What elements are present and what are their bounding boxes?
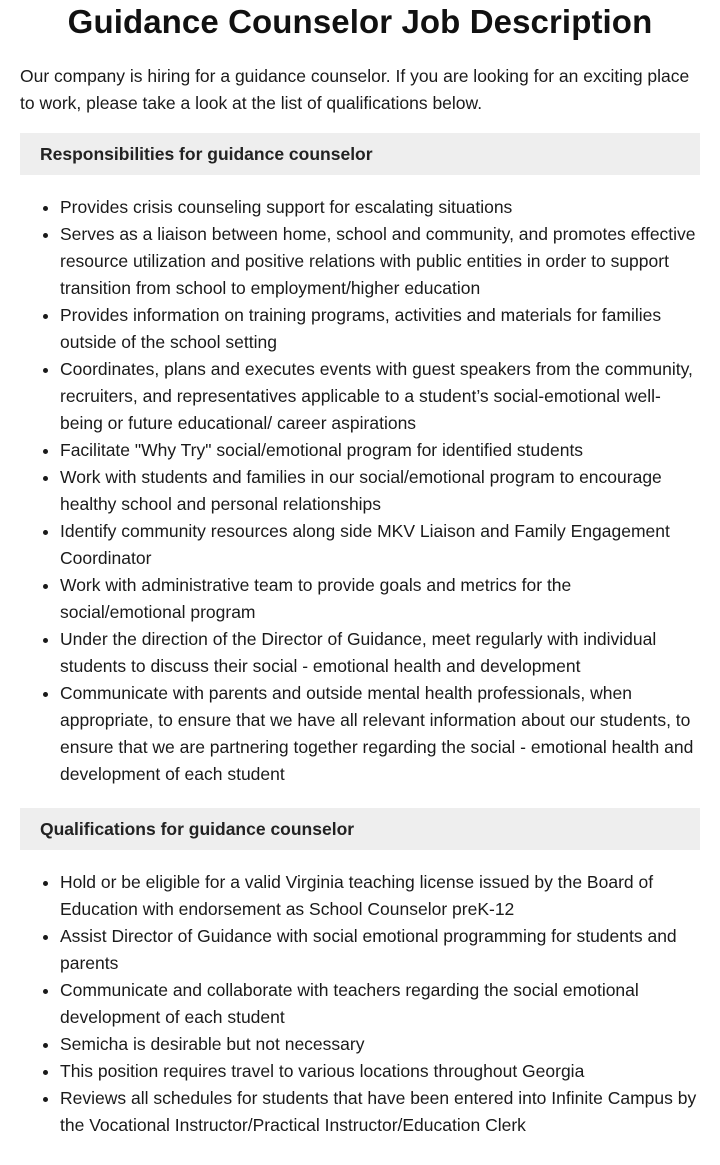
list-item: • Assist Director of Guidance with social emotional programming for students and parents xyxy=(60,923,700,977)
responsibilities-heading: Responsibilities for guidance counselor xyxy=(20,133,700,175)
page-title: Guidance Counselor Job Description xyxy=(67,3,653,40)
list-item: • This position requires travel to various locations throughout Georgia xyxy=(60,1058,700,1085)
list-item: • Provides crisis counseling support for escalating situations xyxy=(60,194,700,221)
list-item: • Semicha is desirable but not necessary xyxy=(60,1031,700,1058)
list-item: • Under the direction of the Director of Guidance, meet regularly with individual students to discuss their social - emotional health and development xyxy=(60,626,700,680)
list-item: • Identify community resources along side MKV Liaison and Family Engagement Coordinator xyxy=(60,518,700,572)
list-item: • Coordinates, plans and executes events with guest speakers from the community, recruiters, and representatives applicable to a student’s social-emotional well-being or future educational/ career aspirations xyxy=(60,356,700,437)
qualifications-list xyxy=(20,869,700,1139)
responsibilities-list xyxy=(20,194,700,788)
intro-paragraph: Our company is hiring for a guidance counselor. If you are looking for an exciting place to work, please take a look at the list of qualifications below. xyxy=(20,66,690,113)
list-item: • Hold or be eligible for a valid Virginia teaching license issued by the Board of Education with endorsement as School Counselor preK-12 xyxy=(60,869,700,923)
list-item: • Provides information on training programs, activities and materials for families outside of the school setting xyxy=(60,302,700,356)
list-item: • Serves as a liaison between home, school and community, and promotes effective resource utilization and positive relations with public entities in order to support transition from school to employment/higher education xyxy=(60,221,700,302)
list-item: • Facilitate "Why Try" social/emotional program for identified students xyxy=(60,437,700,464)
list-item: • Communicate with parents and outside mental health professionals, when appropriate, to ensure that we have all relevant information about our students, to ensure that we are partnering together regarding the social - emotional health and development of each student xyxy=(60,680,700,788)
list-item: • Reviews all schedules for students that have been entered into Infinite Campus by the Vocational Instructor/Practical Instructor/Education Clerk xyxy=(60,1085,700,1139)
list-item: • Work with students and families in our social/emotional program to encourage healthy school and personal relationships xyxy=(60,464,700,518)
qualifications-heading: Qualifications for guidance counselor xyxy=(20,808,700,850)
list-item: • Communicate and collaborate with teachers regarding the social emotional development of each student xyxy=(60,977,700,1031)
list-item: • Work with administrative team to provide goals and metrics for the social/emotional program xyxy=(60,572,700,626)
